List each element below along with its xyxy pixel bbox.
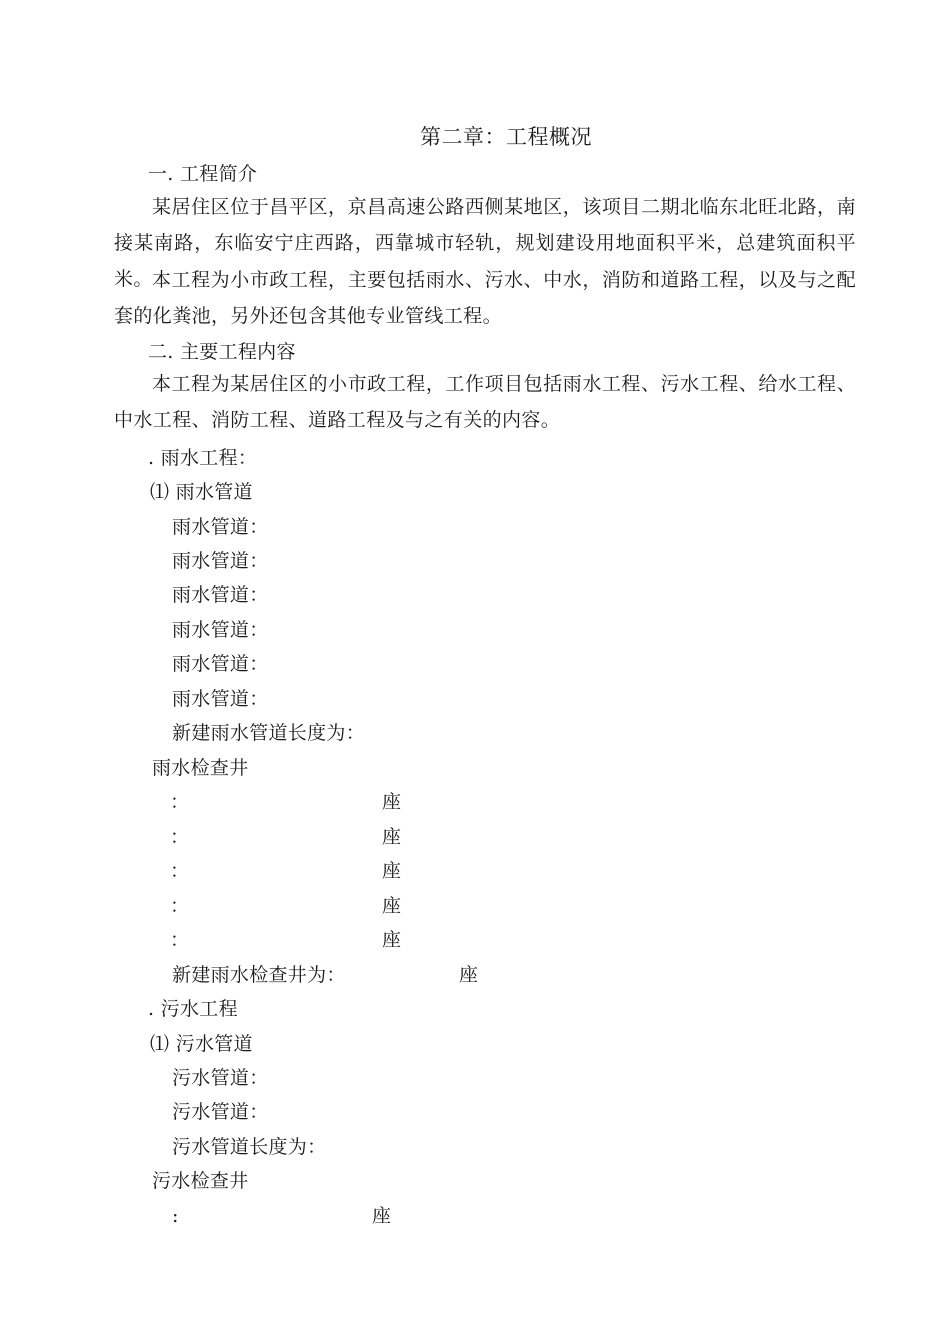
sewage-pipe-item: 污水管道：: [172, 1067, 269, 1089]
rain-new-wells-unit: 座: [459, 964, 479, 986]
rain-well-colon: ：: [170, 895, 190, 917]
rain-new-pipe-length: 新建雨水管道长度为：: [172, 722, 366, 744]
rain-pipe-heading: ⑴ 雨水管道: [150, 481, 253, 503]
rain-well-colon: ：: [170, 860, 190, 882]
rain-new-wells-label: 新建雨水检查井为：: [172, 964, 346, 986]
sewage-pipe-length: 污水管道长度为：: [172, 1136, 327, 1158]
sewage-works-heading: . 污水工程: [148, 998, 238, 1020]
paragraph-scope: 本工程为小市政工程，主要包括雨水、污水、中水，消防和道路工程，以及与之配套的化粪池，另外还包含其他专业管线工程。: [114, 269, 856, 327]
paragraph-work-items: 本工程为某居住区的小市政工程，工作项目包括雨水工程、污水工程、给水工程、中水工程、消防工程、道路工程及与之有关的内容。: [114, 373, 856, 431]
sewage-well-colon: :: [172, 1205, 179, 1227]
rain-pipe-item: 雨水管道：: [172, 653, 269, 675]
rain-well-unit: 座: [382, 791, 402, 813]
section-heading-main-content: 二. 主要工程内容: [148, 341, 296, 363]
rain-pipe-item: 雨水管道：: [172, 550, 269, 572]
chapter-title: 第二章：工程概况: [420, 125, 592, 149]
rain-pipe-item: 雨水管道：: [172, 516, 269, 538]
rain-well-colon: ：: [170, 929, 190, 951]
sewage-pipe-item: 污水管道：: [172, 1101, 269, 1123]
rain-well-unit: 座: [382, 895, 402, 917]
rain-well-colon: ：: [170, 826, 190, 848]
rain-well-unit: 座: [382, 929, 402, 951]
sewage-well-unit: 座: [372, 1205, 392, 1227]
rain-works-heading: . 雨水工程：: [148, 447, 258, 469]
paragraph-location: 某居住区位于昌平区，京昌高速公路西侧某地区，该项目二期北临东北旺北路，南接某南路，东临安宁庄西路，西靠城市轻轨，规划建设用地面积平米，总建筑面积平米。: [114, 196, 856, 290]
rain-pipe-item: 雨水管道：: [172, 619, 269, 641]
rain-pipe-item: 雨水管道：: [172, 584, 269, 606]
sewage-well-heading: 污水检查井: [152, 1170, 249, 1192]
rain-well-unit: 座: [382, 826, 402, 848]
rain-well-unit: 座: [382, 860, 402, 882]
rain-pipe-item: 雨水管道：: [172, 688, 269, 710]
rain-well-colon: ：: [170, 791, 190, 813]
section-heading-overview: 一. 工程简介: [148, 163, 258, 185]
sewage-pipe-heading: ⑴ 污水管道: [150, 1033, 253, 1055]
rain-well-heading: 雨水检查井: [152, 757, 249, 779]
